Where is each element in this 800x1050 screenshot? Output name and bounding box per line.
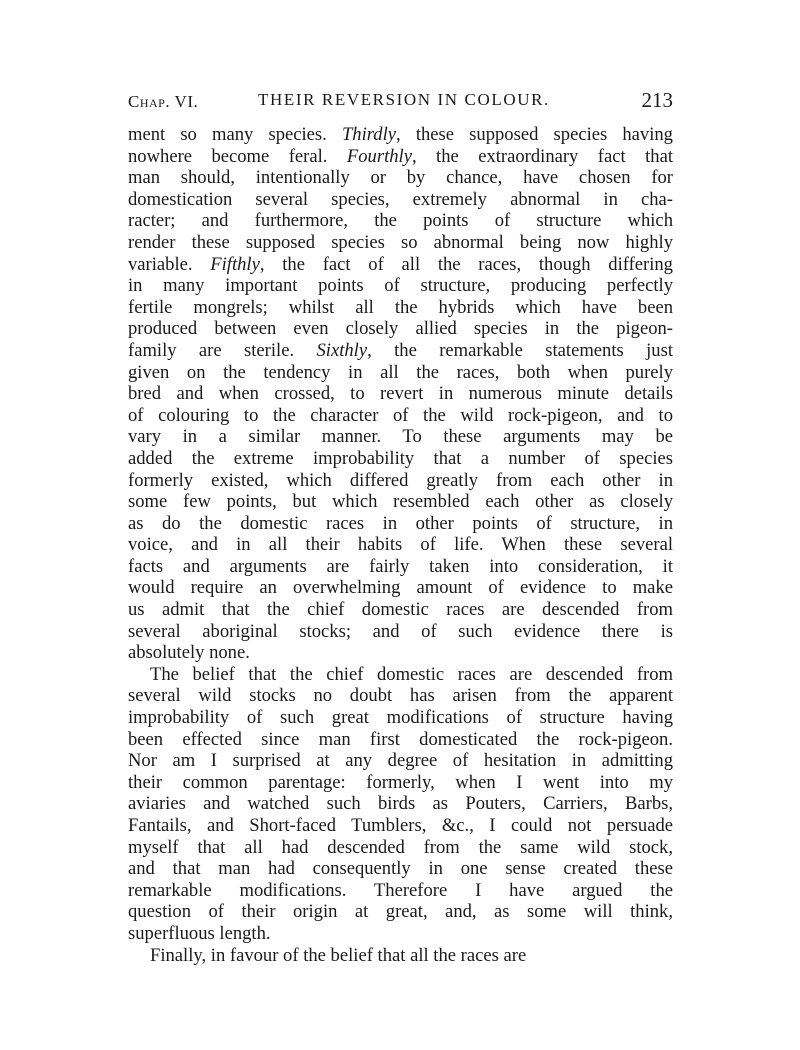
italic-text: Thirdly [341, 124, 397, 145]
text-run: produced between even closely allied species in the pigeon- [128, 318, 673, 340]
text-run: added the extreme improbability that a number of species [128, 447, 673, 469]
text-line [128, 405, 673, 427]
text-line [128, 577, 673, 599]
text-line [128, 642, 673, 664]
text-run: absolutely none. [128, 642, 250, 664]
text-run: The belief that the chief domestic races are descended from [150, 663, 673, 685]
text-line [128, 729, 673, 751]
text-run: their common parentage: formerly, when I went into my [128, 771, 673, 793]
text-line [128, 901, 673, 923]
text-line [128, 426, 673, 448]
text-run: family are sterile. [128, 339, 317, 361]
text-line [128, 275, 673, 297]
page-number: 213 [641, 88, 673, 112]
body-text [128, 124, 673, 966]
text-run: variable. [128, 253, 211, 275]
text-line [128, 254, 673, 276]
text-line [128, 685, 673, 707]
paragraph [128, 945, 673, 967]
text-run: of colouring to the character of the wild rock-pigeon, and to [128, 404, 673, 426]
text-line [128, 232, 673, 254]
text-run: several aboriginal stocks; and of such evidence there is [128, 620, 673, 642]
text-run: Fantails, and Short-faced Tumblers, &c., I could not persuade [128, 815, 673, 836]
text-run: several wild stocks no doubt has arisen from the apparent [128, 685, 673, 707]
text-run: question of their origin at great, and, as some will think, [128, 901, 673, 923]
text-line [128, 210, 673, 232]
text-line [128, 880, 673, 902]
text-line [128, 858, 673, 880]
text-run: voice, and in all their habits of life. When these several [128, 534, 673, 556]
text-line [128, 772, 673, 794]
text-line [128, 621, 673, 643]
text-line [128, 189, 673, 211]
text-line [128, 470, 673, 492]
text-run: , these supposed species having [396, 124, 673, 145]
text-line [128, 340, 673, 362]
text-run: Nor am I surprised at any degree of hesitation in admitting [128, 750, 673, 772]
text-line [128, 167, 673, 189]
text-line [128, 534, 673, 556]
text-run: in many important points of structure, producing perfectly [128, 275, 673, 297]
text-run: ment so many species. [128, 124, 342, 145]
text-line [128, 923, 673, 945]
text-run: given on the tendency in all the races, both when purely [128, 361, 673, 383]
text-run: racter; and furthermore, the points of structure which [128, 210, 673, 232]
text-line [128, 664, 673, 686]
text-line [128, 599, 673, 621]
text-line [128, 837, 673, 859]
text-line [128, 318, 673, 340]
text-run: vary in a similar manner. To these arguments may be [128, 426, 673, 448]
text-run: nowhere become feral. [128, 145, 347, 167]
text-run: been effected since man first domesticated the rock-pigeon. [128, 728, 673, 750]
text-run: , the fact of all the races, though differing [259, 253, 673, 275]
text-run: Finally, in favour of the belief that all the races are [150, 944, 527, 966]
text-run: as do the domestic races in other points of structure, in [128, 512, 673, 534]
text-run: man should, intentionally or by chance, have chosen for [128, 167, 673, 189]
text-run: , the remarkable statements just [367, 339, 673, 361]
text-run: us admit that the chief domestic races are descended from [128, 599, 673, 621]
text-line [128, 491, 673, 513]
text-run: domestication several species, extremely abnormal in cha- [128, 188, 673, 210]
italic-text: Sixthly [316, 339, 368, 361]
text-line [128, 513, 673, 535]
running-head [128, 88, 673, 118]
text-run: would require an overwhelming amount of evidence to make [128, 577, 673, 599]
text-run: , the extraordinary fact that [411, 145, 673, 167]
text-run: aviaries and watched such birds as Pouters, Carriers, Barbs, [128, 793, 673, 815]
text-line [128, 945, 673, 967]
paragraph [128, 664, 673, 945]
text-line [128, 146, 673, 168]
text-line [128, 383, 673, 405]
paragraph [128, 124, 673, 664]
text-line [128, 297, 673, 319]
running-title: THEIR REVERSION IN COLOUR. [258, 90, 550, 109]
italic-text: Fourthly [346, 145, 412, 167]
text-line [128, 815, 673, 837]
chapter-label: Chap. VI. [128, 92, 199, 111]
text-line [128, 750, 673, 772]
text-line [128, 124, 673, 146]
text-run: formerly existed, which differed greatly from each other in [128, 469, 673, 491]
text-run: superfluous length. [128, 922, 271, 944]
text-run: render these supposed species so abnormal being now highly [128, 231, 673, 253]
text-run: improbability of such great modifications of structure having [128, 707, 673, 729]
text-run: facts and arguments are fairly taken into consideration, it [128, 555, 673, 577]
text-run: some few points, but which resembled each other as closely [128, 491, 673, 513]
text-line [128, 556, 673, 578]
text-line [128, 448, 673, 470]
text-run: fertile mongrels; whilst all the hybrids which have been [128, 296, 673, 318]
text-run: remarkable modifications. Therefore I have argued the [128, 879, 673, 901]
text-run: myself that all had descended from the same wild stock, [128, 836, 673, 858]
text-run: and that man had consequently in one sense created these [128, 858, 673, 880]
text-line [128, 793, 673, 815]
text-line [128, 707, 673, 729]
text-line [128, 362, 673, 384]
text-run: bred and when crossed, to revert in numerous minute details [128, 383, 673, 405]
italic-text: Fifthly [210, 253, 260, 275]
